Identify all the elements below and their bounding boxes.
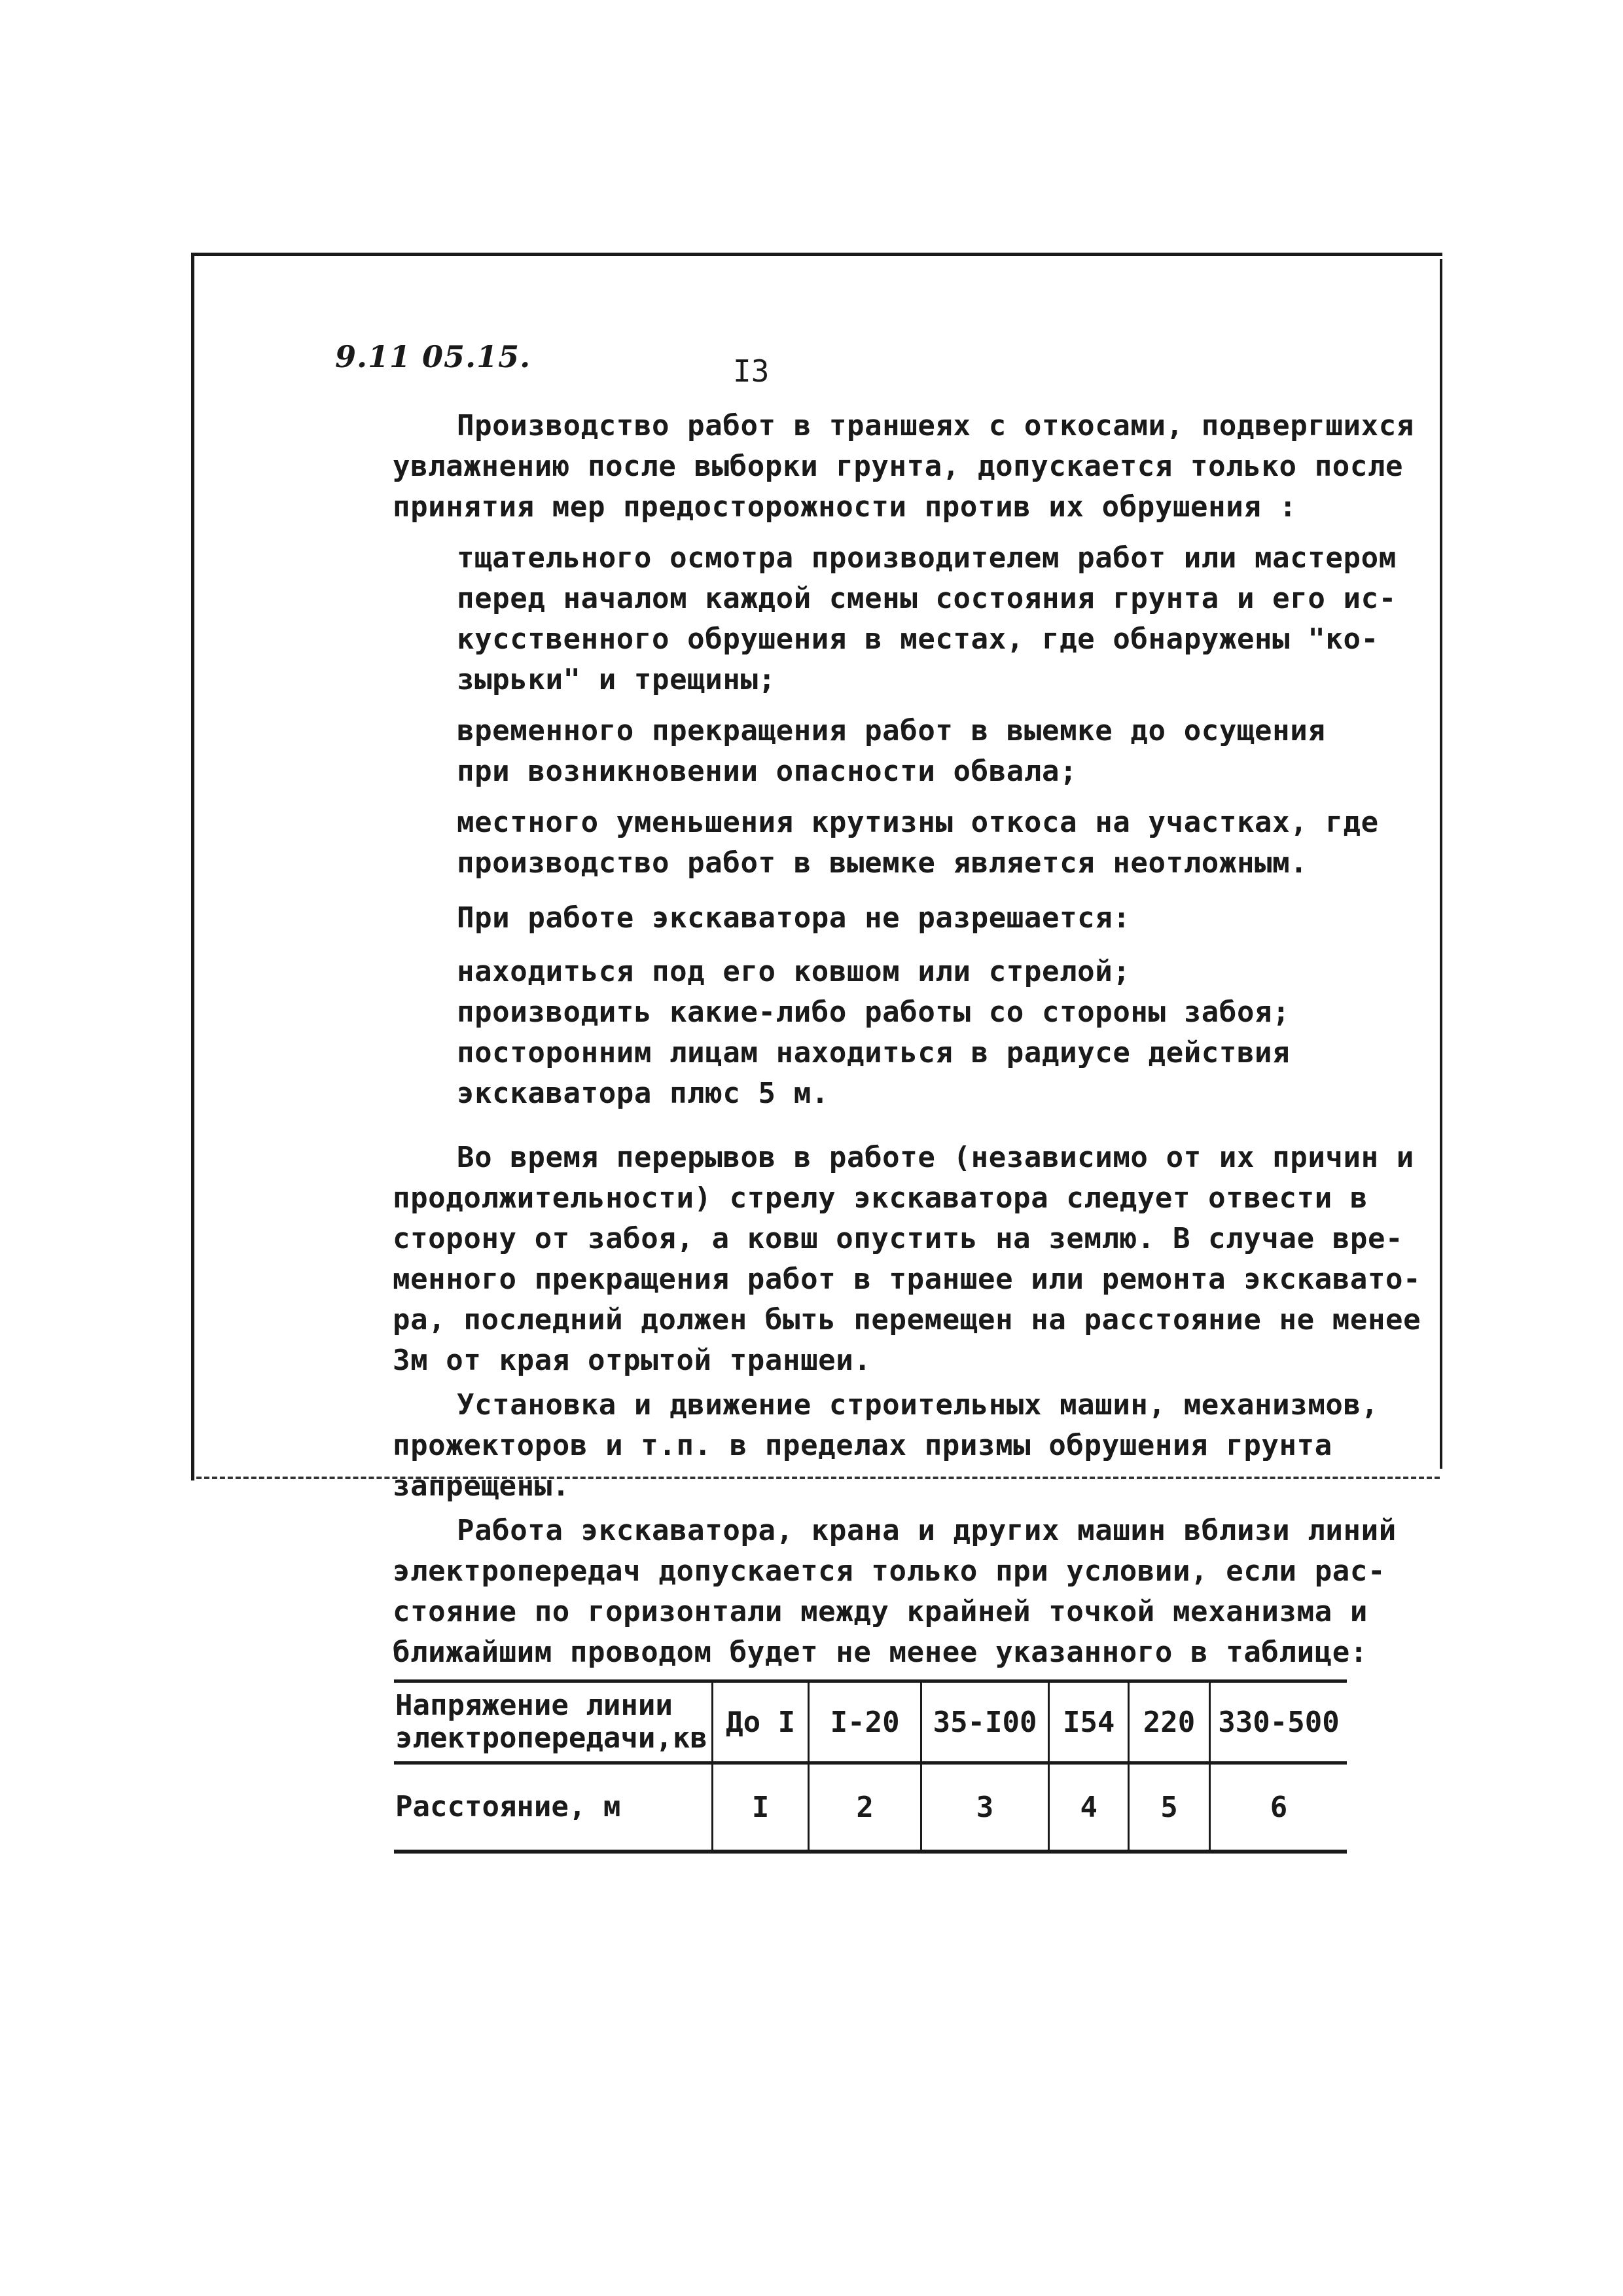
voltage-cell: 220 [1129,1681,1210,1763]
excavator-rules-title: При работе экскаватора не разрешается: [457,901,1131,935]
excavator-rule-line: экскаватора плюс 5 м. [457,1077,829,1110]
paragraph-line: стояние по горизонтали между крайней точкой механизма и [393,1595,1368,1628]
frame-bottom-border [196,1477,1440,1479]
distance-label-cell: Расстояние, м [394,1763,712,1852]
document-code: 9.11 05.15. [335,339,531,374]
voltage-cell: До I [712,1681,809,1763]
paragraph-line: принятия мер предосторожности против их обрушения : [393,490,1297,524]
distance-cell: 3 [921,1763,1048,1852]
voltage-cell: 330-500 [1209,1681,1347,1763]
paragraph-line: Работа экскаватора, крана и других машин вблизи линий [457,1514,1397,1547]
list-item-line: при возникновении опасности обвала; [457,755,1078,788]
paragraph-line: сторону от забоя, а ковш опустить на землю. В случае вре- [393,1222,1404,1255]
distance-cell: 2 [809,1763,921,1852]
excavator-rule-line: находиться под его ковшом или стрелой; [457,955,1131,988]
excavator-rule-line: посторонним лицам находиться в радиусе действия [457,1036,1291,1069]
paragraph-line: электропередач допускается только при условии, если рас- [393,1554,1386,1588]
paragraph-line: Установка и движение строительных машин, механизмов, [457,1388,1379,1422]
voltage-cell: 35-I00 [921,1681,1048,1763]
list-item-line: производство работ в выемке является неотложным. [457,846,1308,880]
list-item-line: кусственного обрушения в местах, где обнаружены "ко- [457,622,1379,656]
paragraph-line: прожекторов и т.п. в пределах призмы обрушения грунта [393,1429,1332,1462]
list-item-line: перед началом каждой смены состояния грунта и его ис- [457,582,1397,615]
voltage-label-cell [394,1681,712,1763]
voltage-label-line: электропередачи,кв [395,1721,707,1755]
list-item-line: временного прекращения работ в выемке до осущения [457,714,1326,747]
paragraph-line: увлажнению после выборки грунта, допускается только после [393,450,1404,483]
paragraph-line: ближайшим проводом будет не менее указанного в таблице: [393,1636,1368,1669]
list-item-line: тщательного осмотра производителем работ или мастером [457,541,1397,575]
paragraph-line: менного прекращения работ в траншее или ремонта экскавато- [393,1263,1421,1296]
table-header-row [394,1681,1347,1763]
list-item-line: зырьки" и трещины; [457,663,776,696]
paragraph-line: ра, последний должен быть перемещен на расстояние не менее [393,1303,1421,1336]
paragraph-line: запрещены. [393,1469,570,1503]
distance-cell: 6 [1209,1763,1347,1852]
paragraph-line: продолжительности) стрелу экскаватора следует отвести в [393,1181,1368,1215]
page-number: I3 [733,353,770,389]
voltage-cell: I-20 [809,1681,921,1763]
voltage-label-line: Напряжение линии [395,1689,673,1722]
paragraph-line: Производство работ в траншеях с откосами, подвергшихся [457,409,1414,442]
paragraph-line: Во время перерывов в работе (независимо от их причин и [457,1141,1414,1174]
frame-top-border [191,253,1442,256]
paragraph-line: 3м от края отрытой траншеи. [393,1344,872,1377]
frame-right-border [1440,259,1442,1469]
distance-cell: 4 [1049,1763,1129,1852]
list-item-line: местного уменьшения крутизны откоса на участках, где [457,806,1379,839]
voltage-cell: I54 [1049,1681,1129,1763]
excavator-rule-line: производить какие-либо работы со стороны забоя; [457,996,1291,1029]
frame-left-border [191,253,194,1480]
distance-cell: I [712,1763,809,1852]
distance-cell: 5 [1129,1763,1210,1852]
table-row [394,1763,1347,1852]
power-line-distance-table [394,1679,1347,1854]
